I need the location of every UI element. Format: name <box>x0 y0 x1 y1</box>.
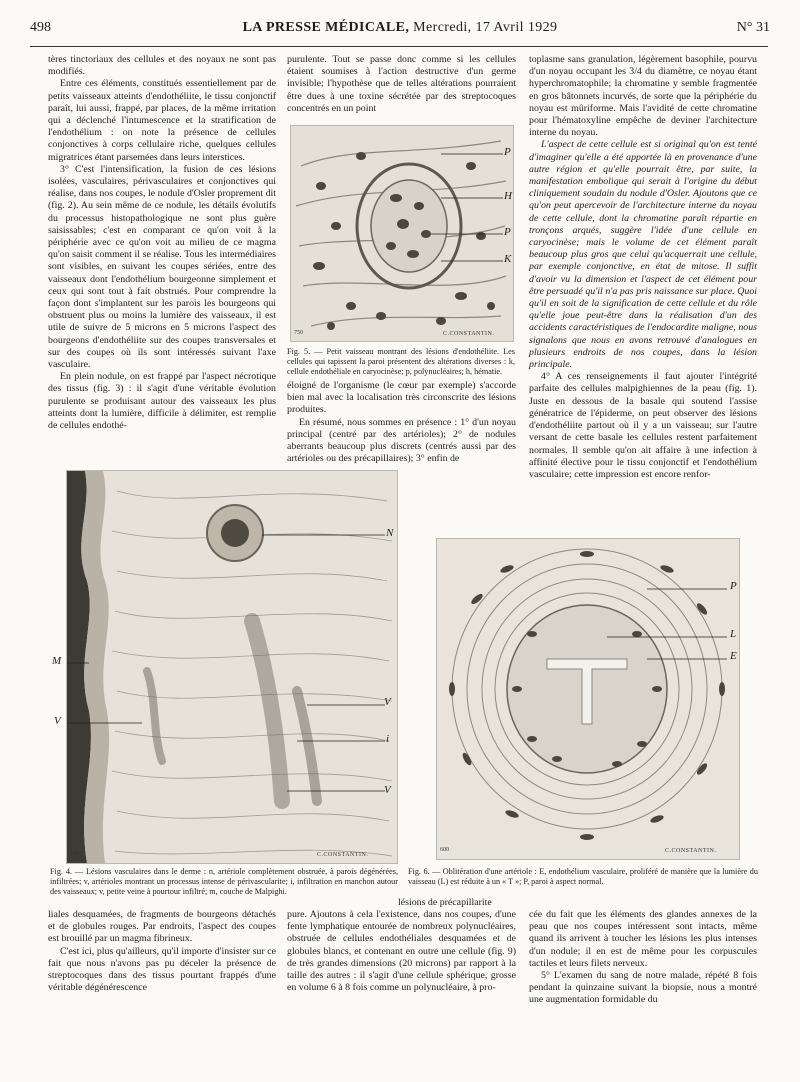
figure-label-h: H <box>504 190 512 202</box>
figure-4-caption: Fig. 4. — Lésions vasculaires dans le derme : n, artériole complètement obstruée, à parois dégénérées, infiltrées; v, artérioles montrant un processus intense de périvascularite; i, infiltration en manchon autour des vaisseaux; v, petite veine à pourtour infiltré; m, couche de Malpighi. <box>50 867 398 896</box>
paragraph: En résumé, nous sommes en présence : 1° d'un noyau principal (centré par des artérioles); 2° de nodules aberrants beaucoup plus discrets (centrés aussi par des artérioles ou des précapillaires); 3° enfin de <box>287 416 516 465</box>
figure-label-v: V <box>384 784 391 796</box>
paragraph: tères tinctoriaux des cellules et des noyaux ne sont pas modifiés. <box>48 54 276 78</box>
header-rule <box>30 46 768 47</box>
bottom-column-2-lead <box>398 897 518 909</box>
illustrator-signature: C.CONSTANTIN. <box>665 848 717 854</box>
paragraph: cée du fait que les éléments des glandes annexes de la peau que nos coupes intéressent sont intacts, même quand ils arrivent à toucher les lésions les plus intenses d'un nodule; il en est de même pour les corpuscules tactiles et leurs filets nerveux. <box>529 909 757 969</box>
illustrator-signature: C.CONSTANTIN. <box>317 852 369 858</box>
paragraph: purulente. Tout se passe donc comme si les cellules étaient soumises à l'action destructive d'un germe invisible; l'hypothèse que de telles altérations pourraient être dues à une toxine sécrétée par des streptocoques concentrés en un point <box>287 54 516 114</box>
bottom-column-3-text <box>529 909 757 1007</box>
figure-label-p: P <box>504 226 511 238</box>
figure-5-caption: Fig. 5. — Petit vaisseau montrant des lésions d'endothéliite. Les cellules qui tapissent la paroi présentent des altérations diverses : k, cellule endothéliale en caryocinèse; p, polynucléaires; h, hématie. <box>287 347 515 376</box>
column-1-text <box>48 54 276 432</box>
paragraph: 3° C'est l'intensification, la fusion de ces lésions isolées, vasculaires, périvasculaires et conjonctives qui réalise, dans nos coupes, le nodule d'Osler proprement dit (fig. 2). Au sein même de ce nodule, les détails évolutifs du processus histopathologique ne sont plus guère saisissables; c'est en comparant ce qu'on voit à la périphérie avec ce qu'on voit au milieu de ce magma qu'on saisit comment il se réalise. Tous les intermédiaires sont visibles, en suivant les coupes sériées, entre des vaisseaux dont l'endothélium bourgeonne simplement et ceux qui sont tout à fait obstrués. Pour comprendre la façon dont s'implantent sur les parois les bourgeons qui obstruent plus ou moins la lumière des vaisseaux, il est utile de suivre de 5 microns en 5 microns l'aspect des bourgeons d'endothéliite sur des coupes transversales et sur des coupes où ils sont intéressés suivant l'axe vasculaire. <box>48 163 276 371</box>
paragraph: Entre ces éléments, constitués essentiellement par de petits vaisseaux atteints d'endothéliite, le tissu conjonctif paraît, lui aussi, frappé, par places, de la même irritation qui a déclenché l'intumescence et la stratification de l'endothélium : on note la présence de cellules conjonctives à corps cellulaire riche, quelques cellules migratrices étant parsemées dans leurs interstices. <box>48 78 276 163</box>
bottom-column-2-text <box>287 909 516 994</box>
column-3-text <box>529 54 757 481</box>
figure-label-p: P <box>504 146 511 158</box>
figure-label-i: i <box>386 733 390 745</box>
figure-label-v: V <box>54 715 61 727</box>
page-number: 498 <box>30 20 51 35</box>
journal-name: LA PRESSE MÉDICALE, <box>242 20 410 35</box>
illustrator-signature: C.CONSTANTIN. <box>443 331 495 337</box>
paragraph: En plein nodule, on est frappé par l'aspect nécrotique des tissus (fig. 3) : il s'agit d'une véritable évolution purulente se produisant autour des vaisseaux les plus atteints dont la lumière, difficile à délimiter, est remplie de cellules endothé- <box>48 371 276 432</box>
figure-4-drawing <box>67 471 397 863</box>
figure-6-drawing <box>437 539 739 859</box>
figure-label-p: P <box>730 580 737 592</box>
column-2-text-top <box>287 54 516 115</box>
paragraph: L'aspect de cette cellule est si original qu'on est tenté d'imaginer qu'elle a été apportée là en provenance d'une autre région et qu'elle pourrait être, par suite, la manifestation embolique qui serait à l'origine du début cliniquement soudain du nodule d'Osler. Ajoutons que ce qu'on peut apercevoir de l'architecture interne du noyau de cette cellule, dont la chromatine paraît répartie en tronçons arqués, suggère l'idée d'une cellule en caryocinèse; mais le volume de cet élément paraît beaucoup plus gros que celui qu'acquerrait une cellule, par exemple conjonctive, en état de mitose. Il suffit d'avoir vu la dimension et l'aspect de cet élément pour être persuadé qu'il n'a pas pris naissance sur place. Quoi qu'il en soit de la signification de cette cellule et du rôle qu'elle joue peut-être dans la réalisation d'un des accidents caractéristiques de l'endocardite maligne, nous signalons que nous en avons retrouvé d'analogues en plusieurs endroits de nos coupes, dans la lésion principale. <box>529 139 757 371</box>
paragraph: toplasme sans granulation, légèrement basophile, pourvu d'un noyau occupant les 3/4 du diamètre, ce noyau étant hyperchromatophile; la chromatine y semble fragmentée en gros bâtonnets incurvés, de sorte que la périphérie du noyau est mûriforme. Mais l'avidité de cette chromatine pour l'hématoxyline empêche de deviner l'architecture interne du noyau. <box>529 54 757 139</box>
figure-label-n: N <box>386 527 394 539</box>
paragraph: 5° L'examen du sang de notre malade, répété 8 fois pendant la quinzaine suivant la biopsie, nous a montré une augmentation formidable du <box>529 970 757 1006</box>
paragraph-fragment: lésions de précapillarite <box>398 897 492 908</box>
figure-label-k: K <box>504 253 512 265</box>
issue-date: Mercredi, 17 Avril 1929 <box>413 20 558 35</box>
figure-label-e: E <box>730 650 737 662</box>
paragraph: 4° A ces renseignements il faut ajouter l'intégrité parfaite des cellules malpighiennes de la peau (fig. 1). Juste en dessous de la basale qui soutend l'assise génératrice de l'épiderme, on peut observer des lésions d'endothéliite partout où il y a un vaisseau; sur l'autre versant de cette basale les cellules restent parfaitement normales. Il semble qu'on ait affaire à une infection à affinité élective pour le tissu conjonctif et l'endothélium vasculaire; cette impression est encore renfor- <box>529 371 757 480</box>
figure-label-m: M <box>52 655 62 667</box>
paragraph: C'est ici, plus qu'ailleurs, qu'il importe d'insister sur ce fait que nous n'avons pas pu déceler la présence de streptocoques dans des tissus pourtant frappés d'une véritable dégénérescence <box>48 945 276 994</box>
issue-number: N° 31 <box>736 20 770 35</box>
figure-6-caption: Fig. 6. — Oblitération d'une artériole : E, endothélium vasculaire, proliféré de manière que la lumière du vaisseau (L) est réduite à un « T »; P, paroi à aspect normal. <box>408 867 758 886</box>
magnification: 600 <box>440 847 449 853</box>
figure-5-micrograph <box>290 125 514 342</box>
column-2-text-mid <box>287 380 516 465</box>
figure-label-v: V <box>384 696 391 708</box>
figure-5-drawing <box>291 126 513 341</box>
journal-title <box>30 20 770 36</box>
paragraph: éloigné de l'organisme (le cœur par exemple) s'accorde bien mal avec la localisation très circonscrite des lésions produites. <box>287 380 516 416</box>
magnification: 750 <box>294 330 303 336</box>
paragraph: liales desquamées, de fragments de bourgeons détachés et de globules rouges. Par endroits, l'aspect des coupes est brouillé par un magma fibrineux. <box>48 909 276 945</box>
page-header <box>30 18 770 40</box>
bottom-column-1-text <box>48 909 276 994</box>
figure-4-micrograph <box>66 470 398 864</box>
figure-label-l: L <box>730 628 737 640</box>
figure-6-micrograph <box>436 538 740 860</box>
magnification: 100 <box>70 851 79 857</box>
paragraph: pure. Ajoutons à cela l'existence, dans nos coupes, d'une fente lymphatique entourée de nombreux polynucléaires, obstruée de cellules endothéliales desquamées et de globules blancs, et contenant en outre une cellule (fig. 9) de très grandes dimensions (20 microns) par rapport à la taille des autres : il s'agit d'une cellule sphérique, grosse en volume 6 à 8 fois comme un polynucléaire, à pro- <box>287 909 516 994</box>
